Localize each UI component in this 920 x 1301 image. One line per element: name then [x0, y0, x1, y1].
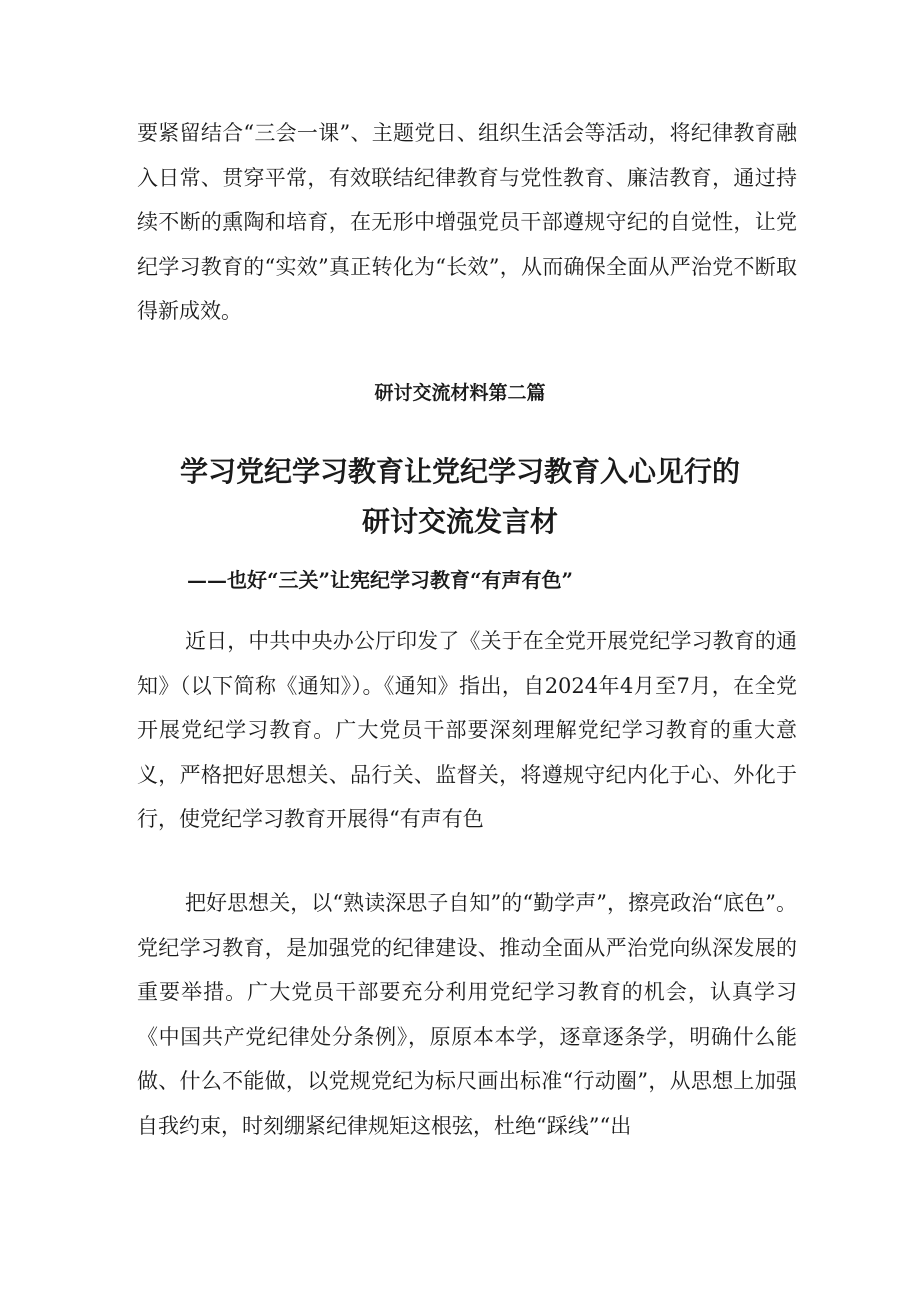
- document-subtitle: ——也好“三关”让宪纪学习教育“有声有色”: [187, 568, 574, 592]
- body-paragraph-2: 近日，中共中央办公厅印发了《关于在全党开展党纪学习教育的通知》（以下简称《通知》）。《通知》指出，自2024年4月至7月，在全党开展党纪学习教育。广大党员干部要深刻理解党纪学习教育的重大意义，严格把好思想关、品行关、监督关，将遵规守纪内化于心、外化于行，使党纪学习教育开展得“有声有色: [137, 629, 797, 831]
- intro-paragraph: 要紧留结合“三会一课”、主题党日、组织生活会等活动，将纪律教育融入日常、贯穿平常，有效联结纪律教育与党性教育、廉洁教育，通过持续不断的熏陶和培育，在无形中增强党员干部遵规守纪的自觉性，让党纪学习教育的“实效”真正转化为“长效”，从而确保全面从严治党不断取得新成效。: [137, 121, 797, 323]
- document-title: [0, 447, 920, 547]
- section-heading: 研讨交流材料第二篇: [374, 382, 546, 404]
- body-paragraph-3: 把好思想关，以“熟读深思子自知”的“勤学声”，擦亮政治“底色”。党纪学习教育，是加强党的纪律建设、推动全面从严治党向纵深发展的重要举措。广大党员干部要充分利用党纪学习教育的机会，认真学习《中国共产党纪律处分条例》，原原本本学，逐章逐条学，明确什么能做、什么不能做，以党规党纪为标尺画出标准“行动圈”，从思想上加强自我约束，时刻绷紧纪律规矩这根弦，杜绝“踩线”“出: [137, 891, 797, 1138]
- title-line-1: 学习党纪学习教育让党纪学习教育入心见行的: [179, 455, 740, 488]
- title-line-2: 研讨交流发言材: [361, 505, 558, 538]
